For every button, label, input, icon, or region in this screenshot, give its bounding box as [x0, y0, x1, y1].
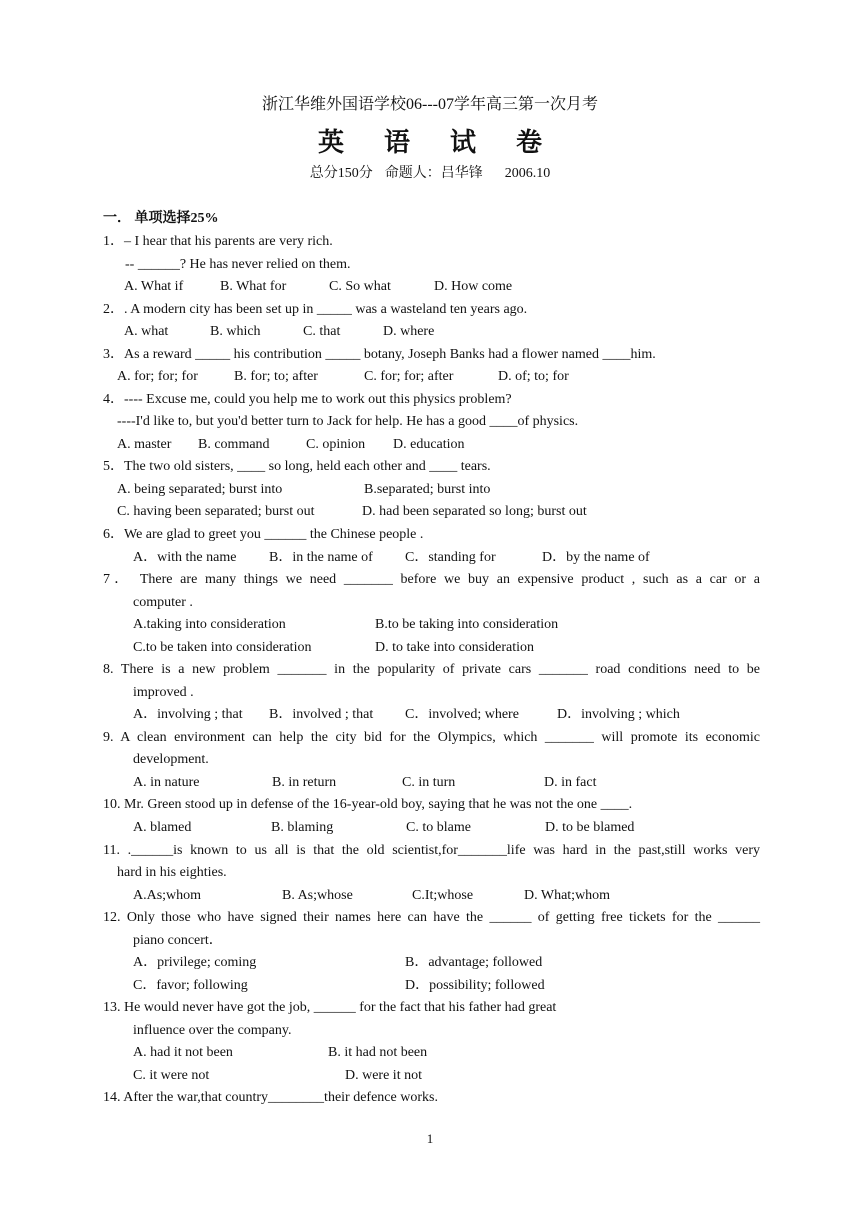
question-4-stem: 4．---- Excuse me, could you help me to work out this physics problem? — [103, 392, 512, 407]
option: C. that — [303, 324, 341, 339]
option: C. for; for; after — [364, 369, 454, 384]
title-char: 试 — [450, 128, 477, 157]
paper-title — [0, 128, 860, 158]
question-2-stem: 2．. A modern city has been set up in _____ was a wasteland ten years ago. — [103, 302, 528, 317]
question-11-stem: 11. .______is known to us all is that the old scientist,for_______life was hard in the past,still works very — [103, 843, 760, 858]
option: B. blaming — [271, 820, 334, 835]
title-char: 语 — [383, 128, 410, 157]
question-14-stem: 14. After the war,that country________their defence works. — [103, 1090, 438, 1105]
title-char: 英 — [317, 128, 344, 157]
question-7-stem-cont: computer . — [133, 595, 193, 610]
option: B. in return — [272, 775, 337, 790]
question-3-stem: 3．As a reward _____ his contribution _____ botany, Joseph Banks had a flower named ____him. — [103, 347, 656, 362]
option: C．involved; where — [405, 707, 519, 722]
exam-author: 命题人：吕华锋 — [384, 166, 483, 181]
question-8-stem-cont: improved . — [133, 685, 194, 700]
option: A.taking into consideration — [133, 617, 286, 632]
option: C．favor; following — [133, 978, 248, 993]
option: B.separated; burst into — [364, 482, 491, 497]
option: D. education — [393, 437, 465, 452]
question-1-response: -- ______? He has never relied on them. — [125, 257, 351, 272]
option: C. So what — [329, 279, 391, 294]
option: C. having been separated; burst out — [117, 504, 315, 519]
question-1-stem: 1．– I hear that his parents are very rich. — [103, 234, 333, 249]
option: C. it were not — [133, 1068, 210, 1083]
option: D. had been separated so long; burst out — [362, 504, 587, 519]
option: D. What;whom — [524, 888, 611, 903]
question-8-stem: 8. There is a new problem _______ in the popularity of private cars _______ road conditions need to be — [103, 662, 760, 677]
option: A．with the name — [133, 550, 237, 565]
option: A.As;whom — [133, 888, 202, 903]
option: A. for; for; for — [117, 369, 198, 384]
option: D. to be blamed — [545, 820, 635, 835]
option: C.It;whose — [412, 888, 474, 903]
option: D. of; to; for — [498, 369, 569, 384]
option: D．possibility; followed — [405, 978, 545, 993]
question-5-stem: 5．The two old sisters, ____ so long, held each other and ____ tears. — [103, 459, 491, 474]
option: A．privilege; coming — [133, 955, 257, 970]
option: B.to be taking into consideration — [375, 617, 559, 632]
question-9-stem-cont: development. — [133, 752, 209, 767]
exam-date: 2006.10 — [504, 166, 551, 181]
question-12-stem-cont: piano concert． — [133, 933, 223, 948]
option: D. where — [383, 324, 435, 339]
option: D. How come — [434, 279, 513, 294]
question-13-stem: 13. He would never have got the job, ______ for the fact that his father had great — [103, 1000, 557, 1015]
question-13-stem-cont: influence over the company. — [133, 1023, 292, 1038]
option: B. which — [210, 324, 261, 339]
option: C．standing for — [405, 550, 496, 565]
question-4-response: ----I'd like to, but you'd better turn to Jack for help. He has a good ____of physics. — [117, 414, 579, 429]
section-heading: 一． 单项选择25% — [103, 211, 219, 226]
total-score: 总分150分 — [309, 166, 373, 181]
option: B．advantage; followed — [405, 955, 543, 970]
option: C.to be taken into consideration — [133, 640, 312, 655]
question-6-stem: 6．We are glad to greet you ______ the Chinese people . — [103, 527, 424, 542]
option: D．by the name of — [542, 550, 650, 565]
option: B. What for — [220, 279, 287, 294]
school-exam-title: 浙江华维外国语学校06---07学年高三第一次月考 — [262, 96, 598, 113]
option: A. What if — [124, 279, 184, 294]
question-7-stem: 7． There are many things we need _______ before we buy an expensive product , such as a car or a — [103, 572, 760, 587]
option: A. blamed — [133, 820, 192, 835]
option: B．involved ; that — [269, 707, 374, 722]
option: A. had it not been — [133, 1045, 233, 1060]
option: A. what — [124, 324, 169, 339]
option: A. in nature — [133, 775, 200, 790]
option: D. were it not — [345, 1068, 422, 1083]
option: A. being separated; burst into — [117, 482, 283, 497]
question-12-stem: 12. Only those who have signed their names here can have the ______ of getting free tickets for the ______ — [103, 910, 760, 925]
question-11-stem-cont: hard in his eighties. — [117, 865, 227, 880]
option: B. it had not been — [328, 1045, 428, 1060]
option: D. to take into consideration — [375, 640, 535, 655]
title-char: 卷 — [516, 128, 543, 157]
exam-meta — [0, 165, 860, 183]
question-9-stem: 9. A clean environment can help the city bid for the Olympics, which _______ will promote its economic — [103, 730, 760, 745]
option: A. master — [117, 437, 172, 452]
option: D．involving ; which — [557, 707, 680, 722]
option: C. in turn — [402, 775, 456, 790]
option: C. to blame — [406, 820, 471, 835]
option: D. in fact — [544, 775, 597, 790]
option: B. As;whose — [282, 888, 353, 903]
option: C. opinion — [306, 437, 366, 452]
page-number: 1 — [426, 1131, 434, 1146]
option: B. for; to; after — [234, 369, 318, 384]
option: A．involving ; that — [133, 707, 243, 722]
option: B. command — [198, 437, 270, 452]
option: B．in the name of — [269, 550, 373, 565]
question-10-stem: 10. Mr. Green stood up in defense of the 16-year-old boy, saying that he was not the one ____. — [103, 797, 633, 812]
